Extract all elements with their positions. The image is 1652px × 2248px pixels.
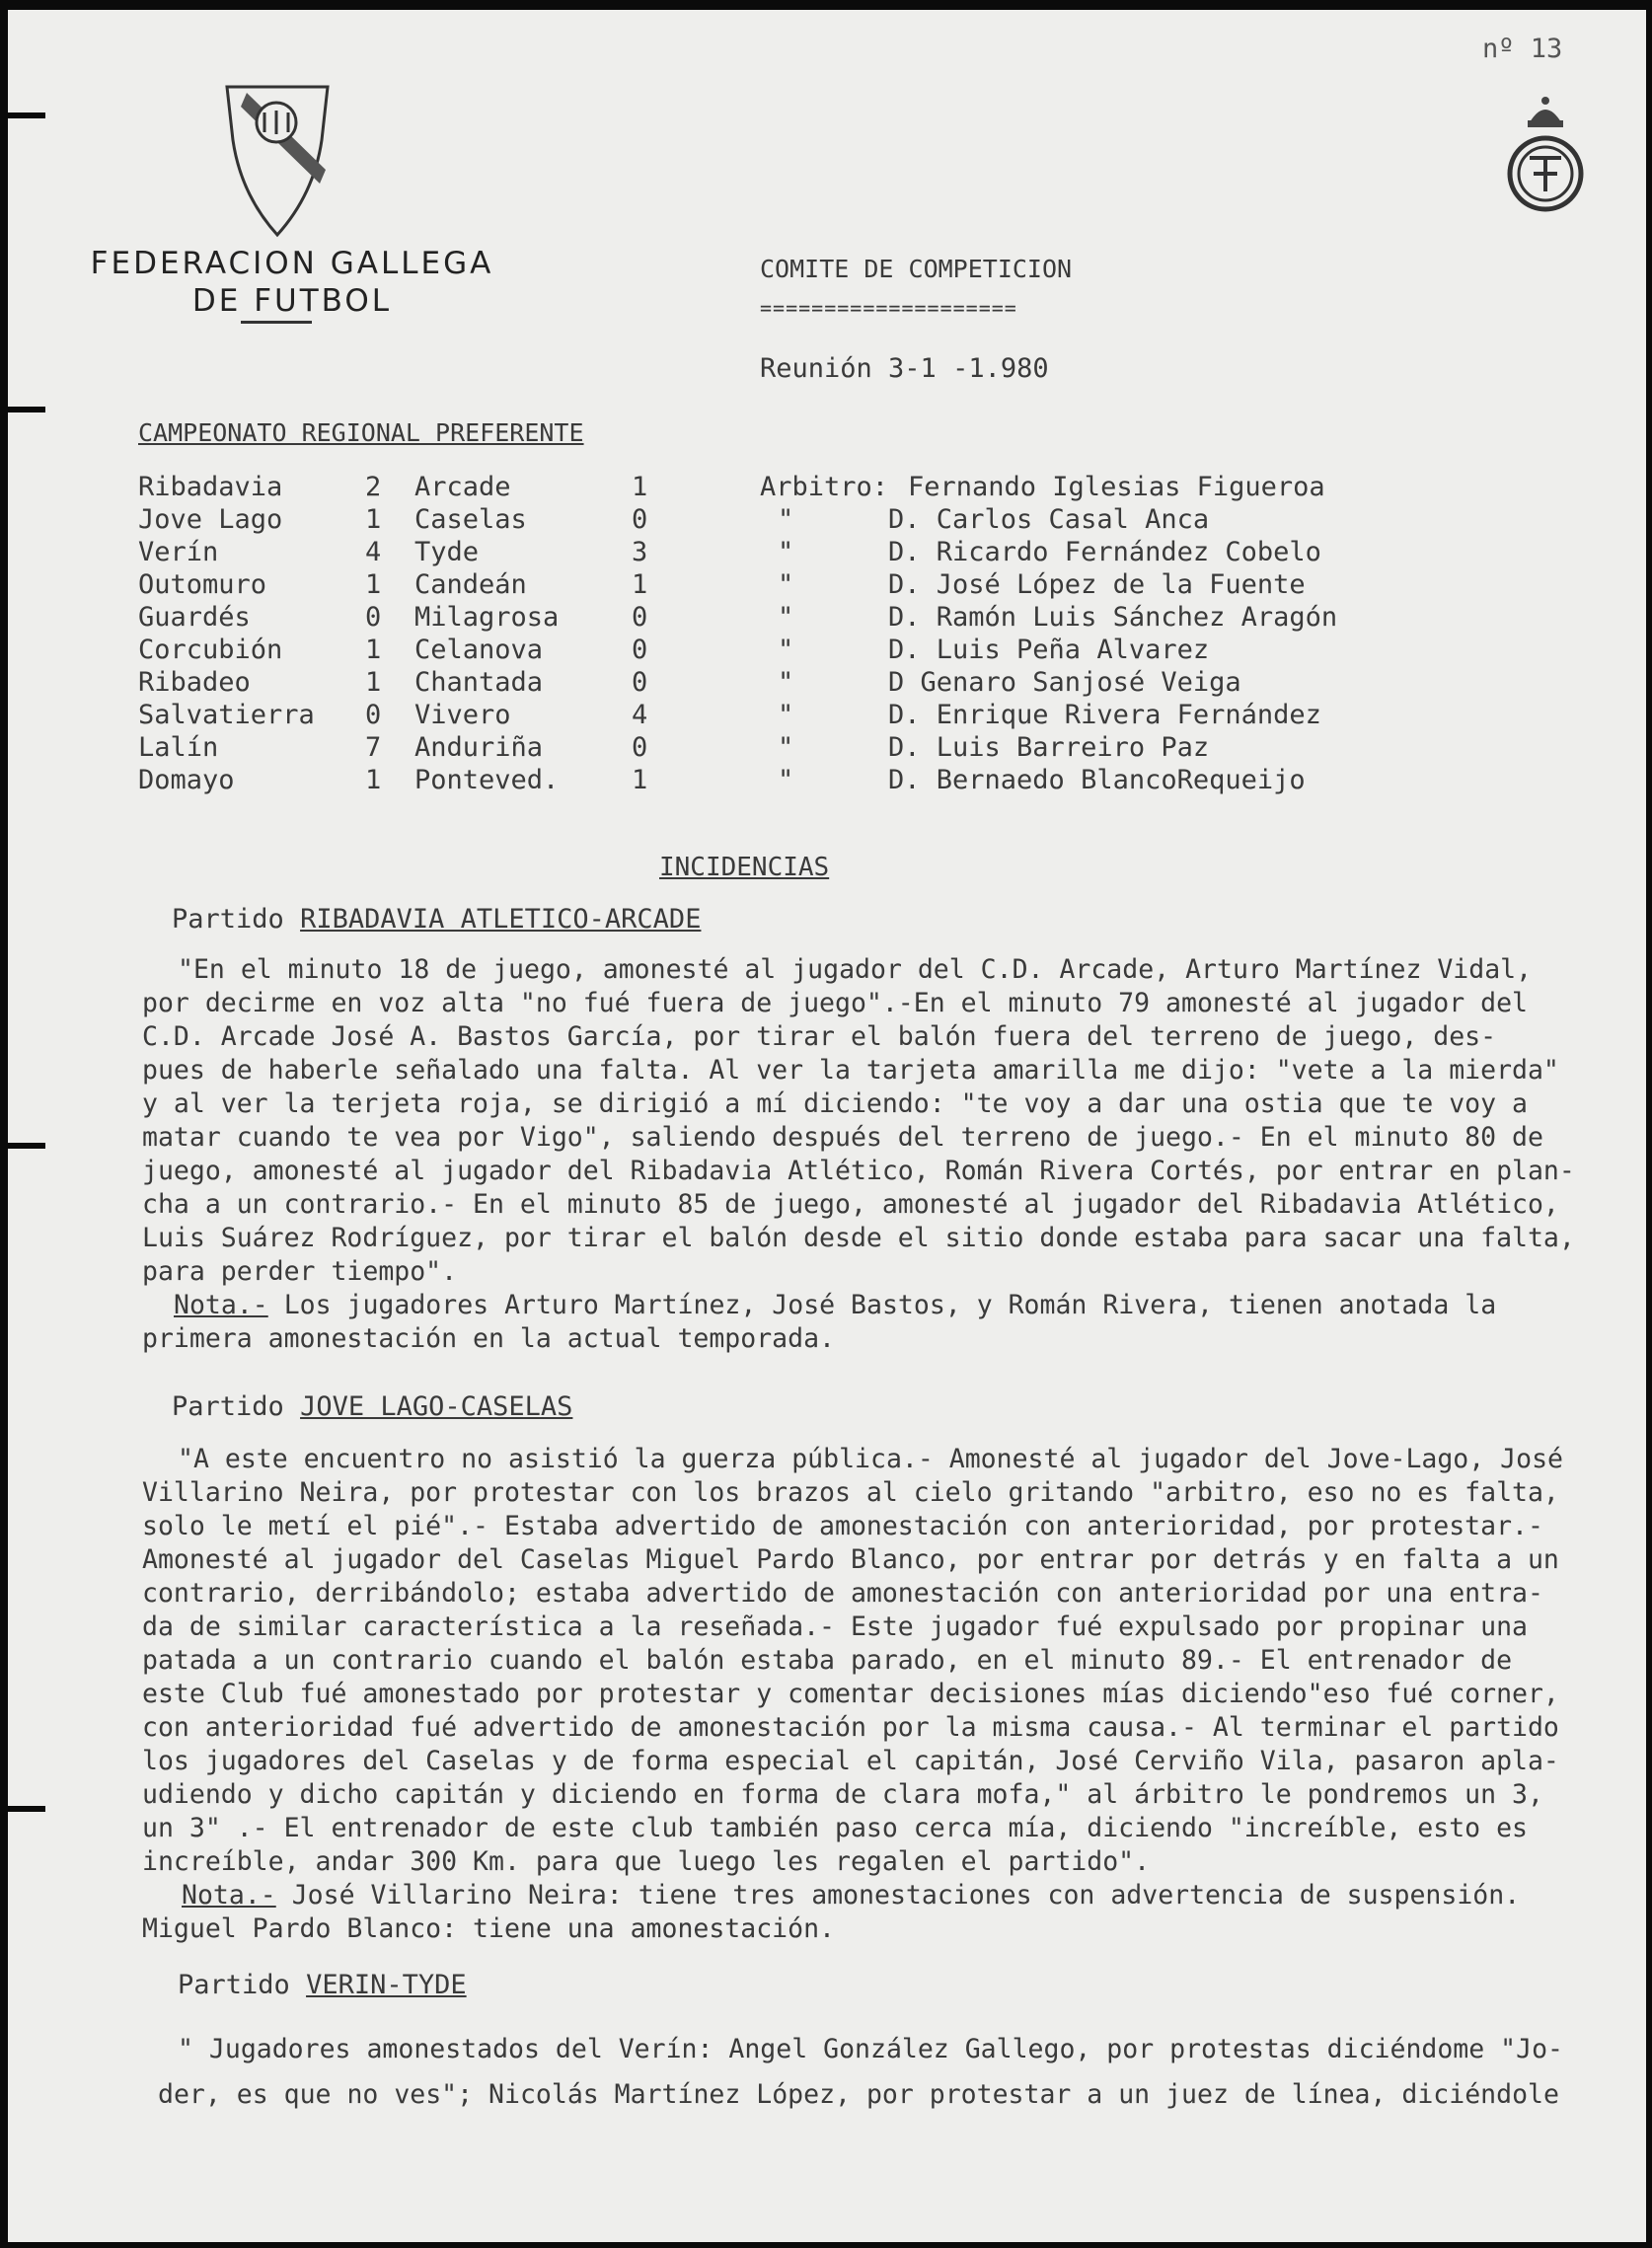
home-score: 4 [365,537,382,567]
federation-rule [241,321,312,324]
report-line: increíble, andar 300 Km. para que luego les regalen el partido". [142,1846,1151,1877]
match-name: RIBADAVIA ATLETICO-ARCADE [300,904,702,935]
report-line: matar cuando te vea por Vigo", saliendo después del terreno de juego.- En el minuto 80 de [142,1122,1543,1153]
match-report [142,953,1642,1356]
federation-name [85,245,499,320]
match-heading [172,904,701,935]
away-score: 3 [632,537,648,567]
referee-prefix: Arbitro: [760,472,889,502]
away-score: 0 [632,732,648,763]
home-score: 1 [365,569,382,600]
report-line: der, es que no ves"; Nicolás Martínez López, por protestar a un juez de línea, diciéndole [158,2079,1559,2110]
referee-prefix: " [778,700,794,730]
away-team: Milagrosa [414,602,560,633]
away-team: Tyde [414,537,480,567]
match-prefix: Partido [178,1970,290,2000]
referee-prefix: " [778,635,794,665]
home-team: Verín [138,537,219,567]
report-line: pues de haberle señalado una falta. Al ver la tarjeta amarilla me dijo: "vete a la mierda" [142,1055,1559,1086]
away-team: Caselas [414,504,527,535]
away-team: Celanova [414,635,544,665]
report-line: este Club fué amonestado por protestar y comentar decisiones mías diciendo"eso fué corner, [142,1679,1559,1709]
away-score: 4 [632,700,648,730]
referee-prefix: " [778,569,794,600]
home-score: 1 [365,765,382,795]
report-line: un 3" .- El entrenador de este club también paso cerca mía, diciendo "increíble, esto es [142,1813,1528,1843]
away-team: Chantada [414,667,544,698]
federation-line1: FEDERACION GALLEGA [90,246,494,281]
binder-mark [8,407,45,412]
report-line: udiendo y dicho capitán y diciendo en forma de clara mofa," al árbitro le pondremos un 3, [142,1779,1543,1810]
referee-prefix: " [778,504,794,535]
referee-prefix: " [778,537,794,567]
home-team: Jove Lago [138,504,283,535]
match-report [142,2021,1642,2112]
report-line: da de similar característica a la reseñada.- Este jugador fué expulsado por propinar una [142,1611,1528,1642]
match-name: VERIN-TYDE [306,1970,467,2000]
report-line: y al ver la terjeta roja, se dirigió a mí diciendo: "te voy a dar una ostia que te voy a [142,1088,1528,1119]
match-name: JOVE LAGO-CASELAS [300,1391,573,1422]
report-line: " Jugadores amonestados del Verín: Angel González Gallego, por protestas diciéndome "Jo- [178,2034,1563,2064]
report-line: patada a un contrario cuando el balón estaba parado, en el minuto 89.- El entrenador de [142,1645,1513,1676]
home-team: Domayo [138,765,235,795]
away-team: Vivero [414,700,511,730]
home-score: 1 [365,667,382,698]
referee-prefix: " [778,732,794,763]
away-score: 1 [632,472,648,502]
report-line: Villarino Neira, por protestar con los brazos al cielo gritando "arbitro, eso no es falta, [142,1477,1559,1508]
referee-name: D. Enrique Rivera Fernández [888,700,1321,730]
away-team: Candeán [414,569,527,600]
referee-name: Fernando Iglesias Figueroa [908,472,1325,502]
meeting-date: Reunión 3-1 -1.980 [760,353,1049,384]
referee-name: D Genaro Sanjosé Veiga [888,667,1241,698]
away-score: 0 [632,667,648,698]
binder-mark [8,1806,45,1812]
report-line: juego, amonesté al jugador del Ribadavia Atlético, Román Rivera Cortés, por entrar en plan- [142,1156,1575,1186]
report-line: para perder tiempo". [142,1256,458,1287]
report-line: los jugadores del Caselas y de forma especial el capitán, José Cerviño Vila, pasaron apla- [142,1746,1559,1776]
report-line: con anterioridad fué advertido de amonestación por la misma causa.- Al terminar el partido [142,1712,1559,1743]
referee-prefix: " [778,765,794,795]
report-line: cha a un contrario.- En el minuto 85 de juego, amonesté al jugador del Ribadavia Atlético, [142,1189,1559,1220]
page-number: nº 13 [1482,34,1563,64]
home-team: Ribadeo [138,667,251,698]
nota-line [142,1289,1642,1322]
match-report [142,1443,1642,1946]
home-score: 1 [365,504,382,535]
referee-name: D. Bernaedo BlancoRequeijo [888,765,1306,795]
away-team: Arcade [414,472,511,502]
match-prefix: Partido [172,904,284,935]
match-heading [172,1391,572,1422]
home-score: 2 [365,472,382,502]
incidents-title: INCIDENCIAS [659,853,830,882]
away-team: Ponteved. [414,765,560,795]
match-heading [178,1970,467,2000]
federation-shield-logo [223,81,332,239]
binder-mark [8,112,45,118]
nota-text: Los jugadores Arturo Martínez, José Bastos, y Román Rivera, tienen anotada la [283,1290,1497,1320]
nota-label: Nota.- [182,1880,276,1911]
referee-prefix: " [778,667,794,698]
report-line: contrario, derribándolo; estaba advertido de amonestación con anterioridad por una entra- [142,1578,1543,1609]
home-team: Lalín [138,732,219,763]
away-score: 0 [632,635,648,665]
nota-label: Nota.- [174,1290,268,1320]
referee-name: D. Luis Peña Alvarez [888,635,1210,665]
home-team: Outomuro [138,569,267,600]
report-line: Luis Suárez Rodríguez, por tirar el balón desde el sitio donde estaba para sacar una falta, [142,1223,1575,1253]
home-score: 0 [365,700,382,730]
championship-title: CAMPEONATO REGIONAL PREFERENTE [138,418,584,447]
report-line: "En el minuto 18 de juego, amonesté al jugador del C.D. Arcade, Arturo Martínez Vidal, [178,954,1533,985]
referee-prefix: " [778,602,794,633]
report-line: por decirme en voz alta "no fué fuera de juego".-En el minuto 79 amonesté al jugador del [142,988,1528,1018]
nota-text: José Villarino Neira: tiene tres amonestaciones con advertencia de suspensión. [291,1880,1521,1911]
nota-line: primera amonestación en la actual temporada. [142,1323,835,1354]
home-team: Ribadavia [138,472,283,502]
referee-name: D. Luis Barreiro Paz [888,732,1210,763]
nota-line [142,1879,1642,1912]
referee-name: D. Carlos Casal Anca [888,504,1210,535]
away-score: 1 [632,569,648,600]
referee-name: D. Ricardo Fernández Cobelo [888,537,1321,567]
rfef-crest-logo [1500,93,1591,217]
home-score: 1 [365,635,382,665]
home-team: Guardés [138,602,251,633]
away-score: 0 [632,504,648,535]
away-score: 1 [632,765,648,795]
nota-line: Miguel Pardo Blanco: tiene una amonestación. [142,1913,835,1944]
home-score: 0 [365,602,382,633]
away-team: Anduriña [414,732,544,763]
report-line: C.D. Arcade José A. Bastos García, por tirar el balón fuera del terreno de juego, des- [142,1021,1497,1052]
home-team: Salvatierra [138,700,315,730]
federation-line2: DE FUTBOL [191,283,393,319]
binder-mark [8,1143,45,1149]
match-prefix: Partido [172,1391,284,1422]
report-line: Amonesté al jugador del Caselas Miguel Pardo Blanco, por entrar por detrás y en falta a un [142,1544,1559,1575]
home-team: Corcubión [138,635,283,665]
committee-underline: ==================== [760,296,1017,320]
referee-name: D. José López de la Fuente [888,569,1306,600]
report-line: "A este encuentro no asistió la guerza pública.- Amonesté al jugador del Jove-Lago, José [178,1444,1563,1474]
away-score: 0 [632,602,648,633]
report-line: solo le metí el pié".- Estaba advertido de amonestación con anterioridad, por protestar.- [142,1511,1543,1541]
home-score: 7 [365,732,382,763]
document-page [8,10,1646,2242]
referee-name: D. Ramón Luis Sánchez Aragón [888,602,1338,633]
committee-title: COMITE DE COMPETICION [760,255,1073,283]
